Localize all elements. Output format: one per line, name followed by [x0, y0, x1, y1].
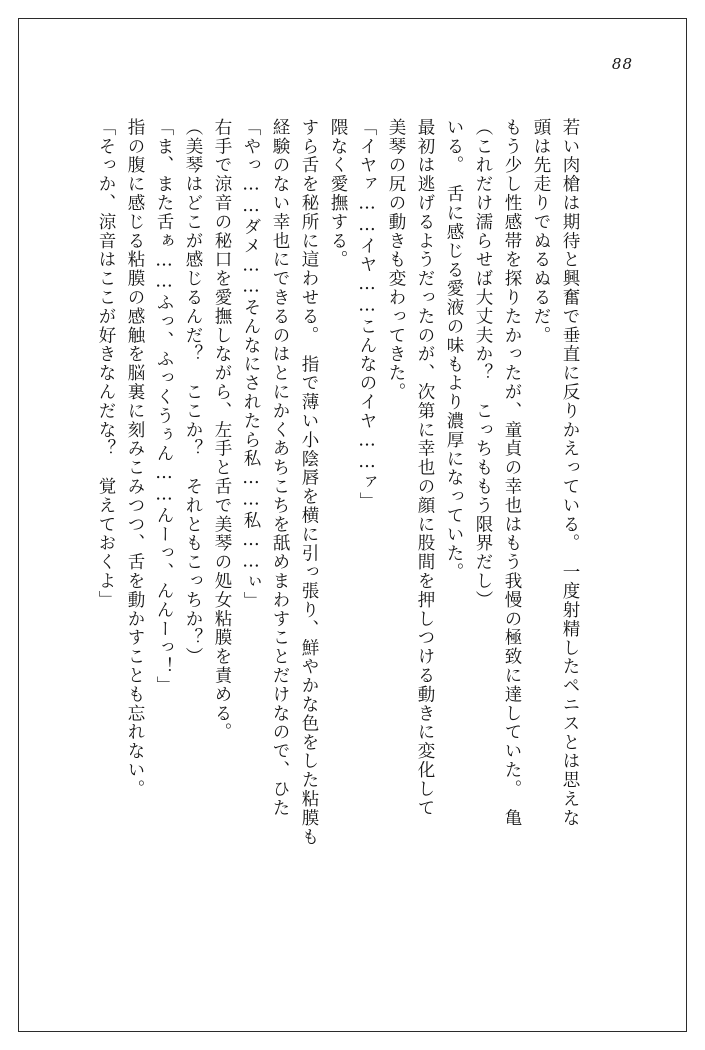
text-column: 「イヤァ……イヤ……こんなのイヤ……ァ」	[357, 118, 377, 511]
text-column: 指の腹に感じる粘膜の感触を脳裏に刻みこみつつ、舌を動かすことも忘れない。	[125, 118, 145, 799]
text-column: 「そっか、涼音はここが好きなんだな？ 覚えておくよ」	[96, 118, 116, 610]
text-column: もう少し性感帯を探りたかったが、童貞の幸也はもう我慢の極致に達していた。 亀	[502, 118, 522, 828]
vertical-text-body	[85, 118, 645, 958]
text-column: 経験のない幸也にできるのはとにかくあちこちを舐めまわすことだけなので、ひた	[270, 118, 290, 818]
text-column: いる。 舌に感じる愛液の味もより濃厚になっていた。	[444, 118, 464, 582]
text-column: すら舌を秘所に這わせる。 指で薄い小陰唇を横に引っ張り、鮮やかな色をした粘膜も	[299, 118, 319, 847]
page-number: 88	[611, 55, 633, 73]
text-column: 若い肉槍は期待と興奮で垂直に反りかえっている。 一度射精したペニスとは思えな	[560, 118, 580, 828]
text-column: 「ま、また舌ぁ……ふっ、ふっくうぅん……んーっ、んんーっ！」	[154, 118, 174, 695]
text-column: 隈なく愛撫する。	[328, 118, 348, 270]
text-column: （これだけ濡らせば大丈夫か？ こっちももう限界だし）	[473, 118, 493, 610]
text-column: 頭は先走りでぬるぬるだ。	[531, 118, 551, 345]
text-column: 「やっ……ダメ……そんなにされたら私……私……ぃ」	[241, 118, 261, 611]
text-column: （美琴はどこが感じるんだ？ ここか？ それともこっちか？）	[183, 118, 203, 667]
text-column: 最初は逃げるようだったのが、次第に幸也の顔に股間を押しつける動きに変化して	[415, 118, 435, 818]
text-column: 右手で涼音の秘口を愛撫しながら、左手と舌で美琴の処女粘膜を責める。	[212, 118, 232, 742]
text-column: 美琴の尻の動きも変わってきた。	[386, 118, 406, 402]
